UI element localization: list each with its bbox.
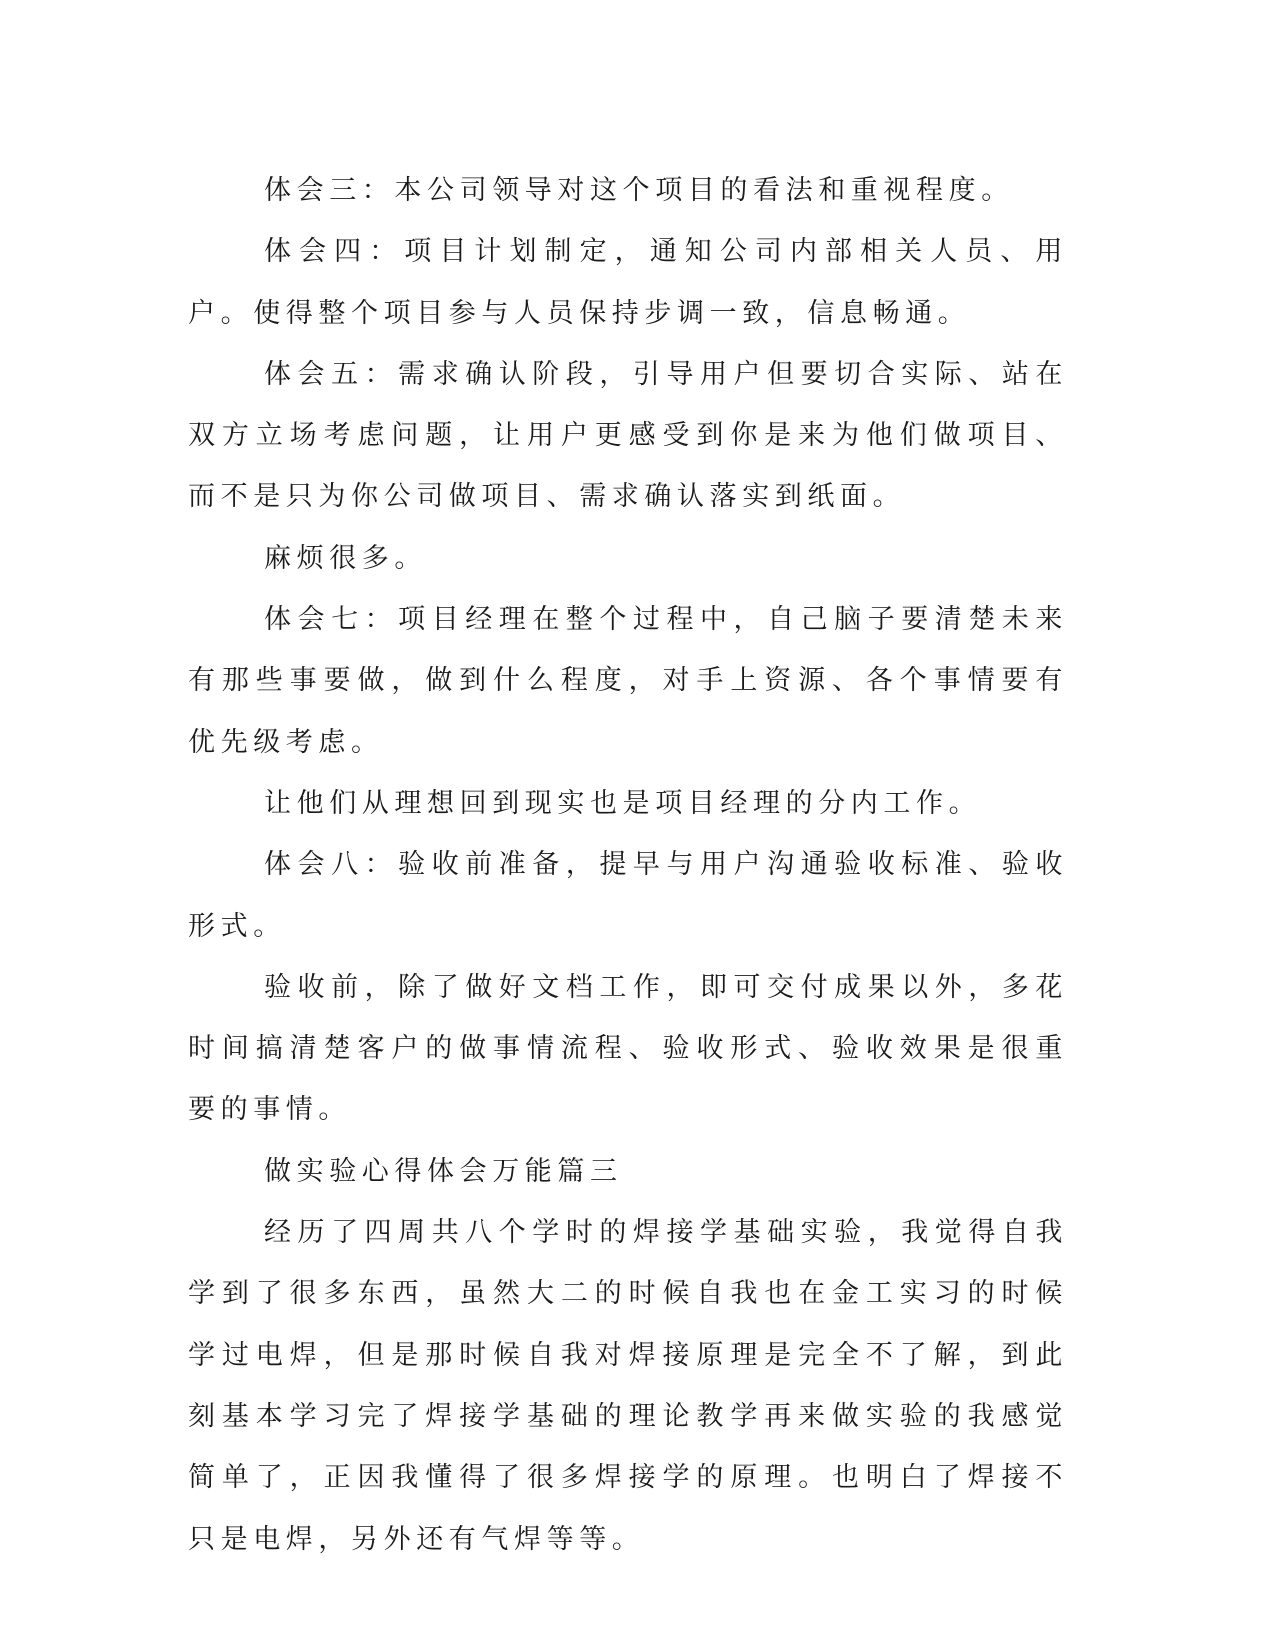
paragraph-experience-4: 体会四：项目计划制定，通知公司内部相关人员、用户。使得整个项目参与人员保持步调一致，信息畅通。: [188, 236, 1068, 329]
paragraph-experience-5: 体会五：需求确认阶段，引导用户但要切合实际、站在双方立场考虑问题，让用户更感受到你是来为他们做项目、而不是只为你公司做项目、需求确认落实到纸面。: [188, 358, 1068, 513]
document-body: [188, 160, 1068, 1570]
paragraph-reality: 让他们从理想回到现实也是项目经理的分内工作。: [264, 787, 982, 819]
section-heading: 做实验心得体会万能篇三: [264, 1155, 623, 1187]
paragraph-experience-7: 体会七：项目经理在整个过程中，自己脑子要清楚未来有那些事要做，做到什么程度，对手上资源、各个事情要有优先级考虑。: [188, 604, 1068, 758]
paragraph-trouble: 麻烦很多。: [264, 542, 427, 574]
paragraph-experience-8: 体会八：验收前准备，提早与用户沟通验收标准、验收形式。: [188, 849, 1068, 942]
paragraph-acceptance: 验收前，除了做好文档工作，即可交付成果以外，多花时间搞清楚客户的做事情流程、验收形式、验收效果是很重要的事情。: [188, 971, 1068, 1126]
paragraph-welding: 经历了四周共八个学时的焊接学基础实验，我觉得自我学到了很多东西，虽然大二的时候自我也在金工实习的时候学过电焊，但是那时候自我对焊接原理是完全不了解，到此刻基本学习完了焊接学基础的理论教学再来做实验的我感觉简单了，正因我懂得了很多焊接学的原理。也明白了焊接不只是电焊，另外还有气焊等等。: [188, 1217, 1068, 1555]
paragraph-experience-3: 体会三：本公司领导对这个项目的看法和重视程度。: [264, 175, 1014, 206]
